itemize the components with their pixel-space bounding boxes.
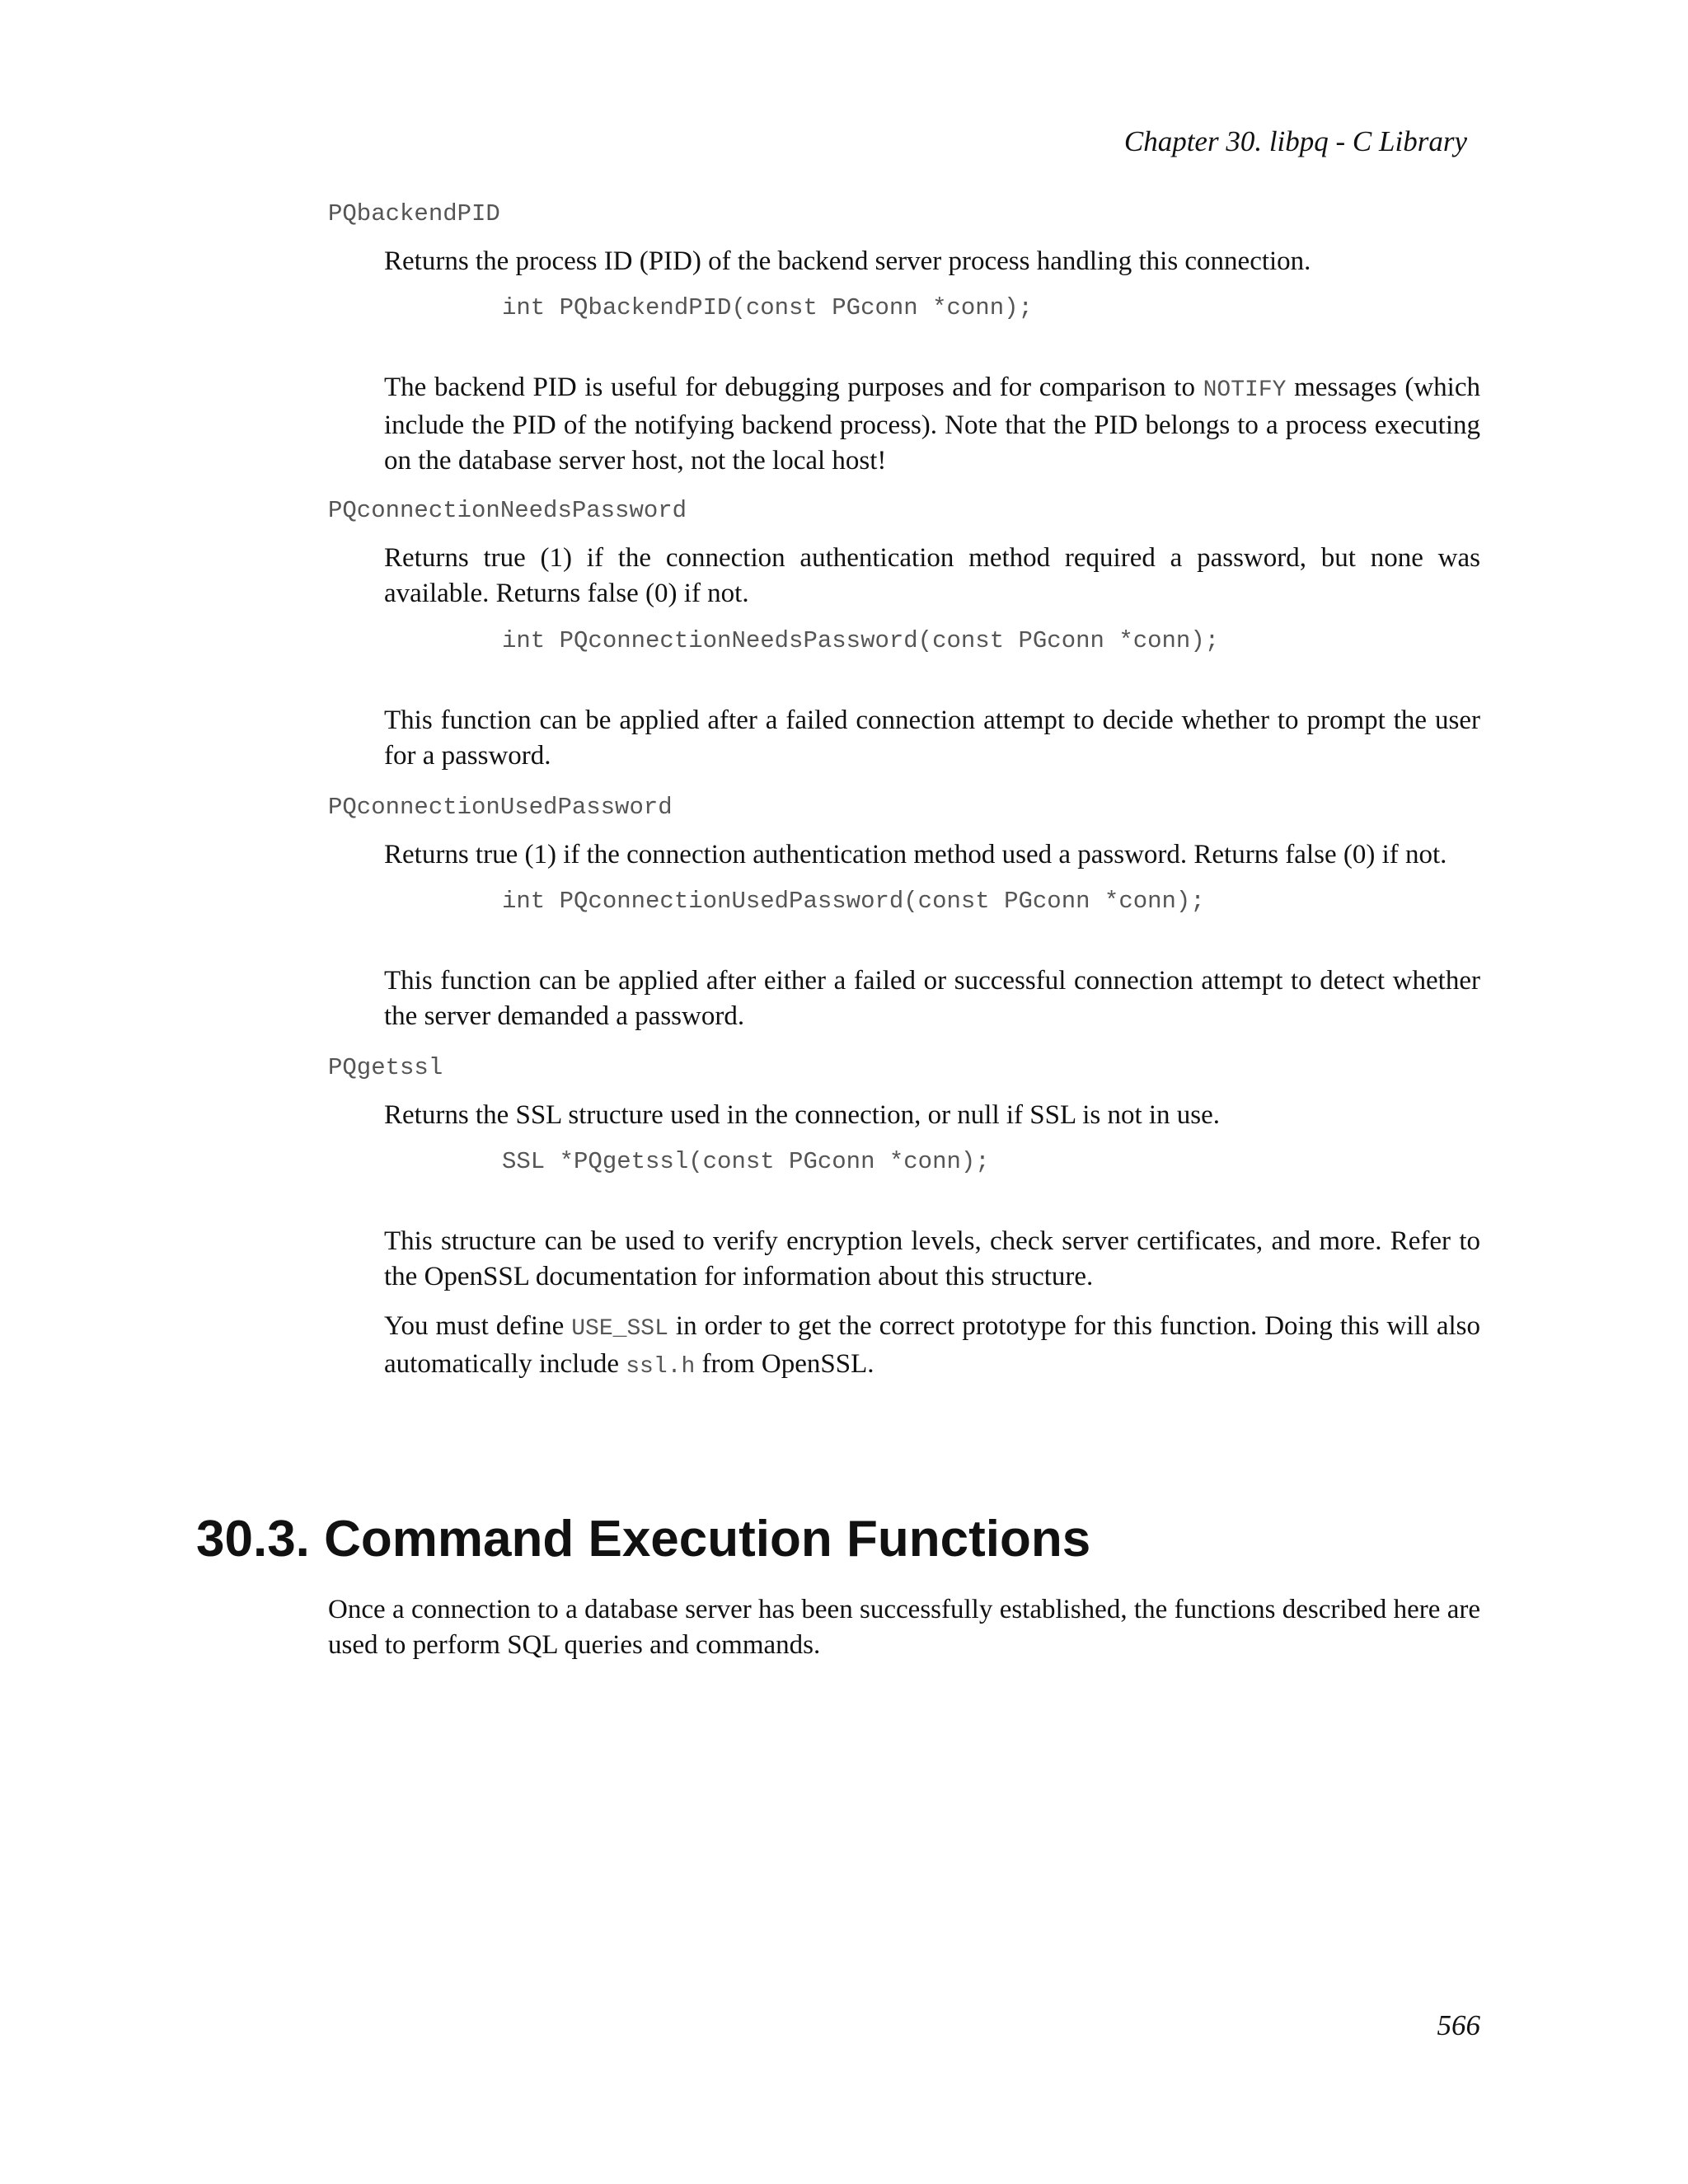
function-signature: int PQconnectionUsedPassword(const PGconn *conn); <box>502 888 1205 915</box>
function-term: PQgetssl <box>328 1054 443 1081</box>
function-term: PQbackendPID <box>328 200 500 227</box>
function-description: Returns true (1) if the connection authentication method used a password. Returns false (0) if not. <box>384 840 1447 869</box>
function-description: Returns the SSL structure used in the connection, or null if SSL is not in use. <box>384 1100 1221 1130</box>
function-signature: int PQbackendPID(const PGconn *conn); <box>502 294 1033 321</box>
note-text: from OpenSSL. <box>695 1349 874 1379</box>
page-number: 566 <box>1437 2009 1480 2041</box>
function-note: This function can be applied after either a failed or successful connection attempt to detect whether the server demanded a password. <box>384 966 1480 1031</box>
note-text: in order to get the correct prototype for this function. Doing this will also automatically include <box>384 1311 1480 1379</box>
function-signature: int PQconnectionNeedsPassword(const PGconn *conn); <box>502 627 1220 654</box>
note-text: You must define <box>384 1311 572 1341</box>
function-note <box>384 370 1480 479</box>
section-intro: Once a connection to a database server has been successfully established, the functions described here are used to perform SQL queries and commands. <box>328 1595 1480 1660</box>
inline-code: ssl.h <box>626 1354 696 1380</box>
note-text: The backend PID is useful for debugging purposes and for comparison to <box>384 373 1203 402</box>
function-signature: SSL *PQgetssl(const PGconn *conn); <box>502 1148 990 1175</box>
running-header: Chapter 30. libpq - C Library <box>1123 125 1467 157</box>
function-term: PQconnectionNeedsPassword <box>328 497 687 524</box>
section-heading: 30.3. Command Execution Functions <box>196 1511 1091 1568</box>
function-note <box>384 1309 1480 1385</box>
function-term: PQconnectionUsedPassword <box>328 794 673 821</box>
function-description: Returns true (1) if the connection authentication method required a password, but none was available. Returns false (0) if not. <box>384 543 1480 608</box>
function-note: This function can be applied after a failed connection attempt to decide whether to prompt the user for a password. <box>384 705 1480 771</box>
function-note: This structure can be used to verify encryption levels, check server certificates, and more. Refer to the OpenSSL documentation for information about this structure. <box>384 1226 1480 1291</box>
inline-code: NOTIFY <box>1203 377 1287 403</box>
inline-code: USE_SSL <box>571 1316 668 1342</box>
note-text: messages (which include the PID of the notifying backend process). Note that the PID belongs to a process executing on the database server host, not the local host! <box>384 373 1480 476</box>
function-description: Returns the process ID (PID) of the backend server process handling this connection. <box>384 246 1311 276</box>
